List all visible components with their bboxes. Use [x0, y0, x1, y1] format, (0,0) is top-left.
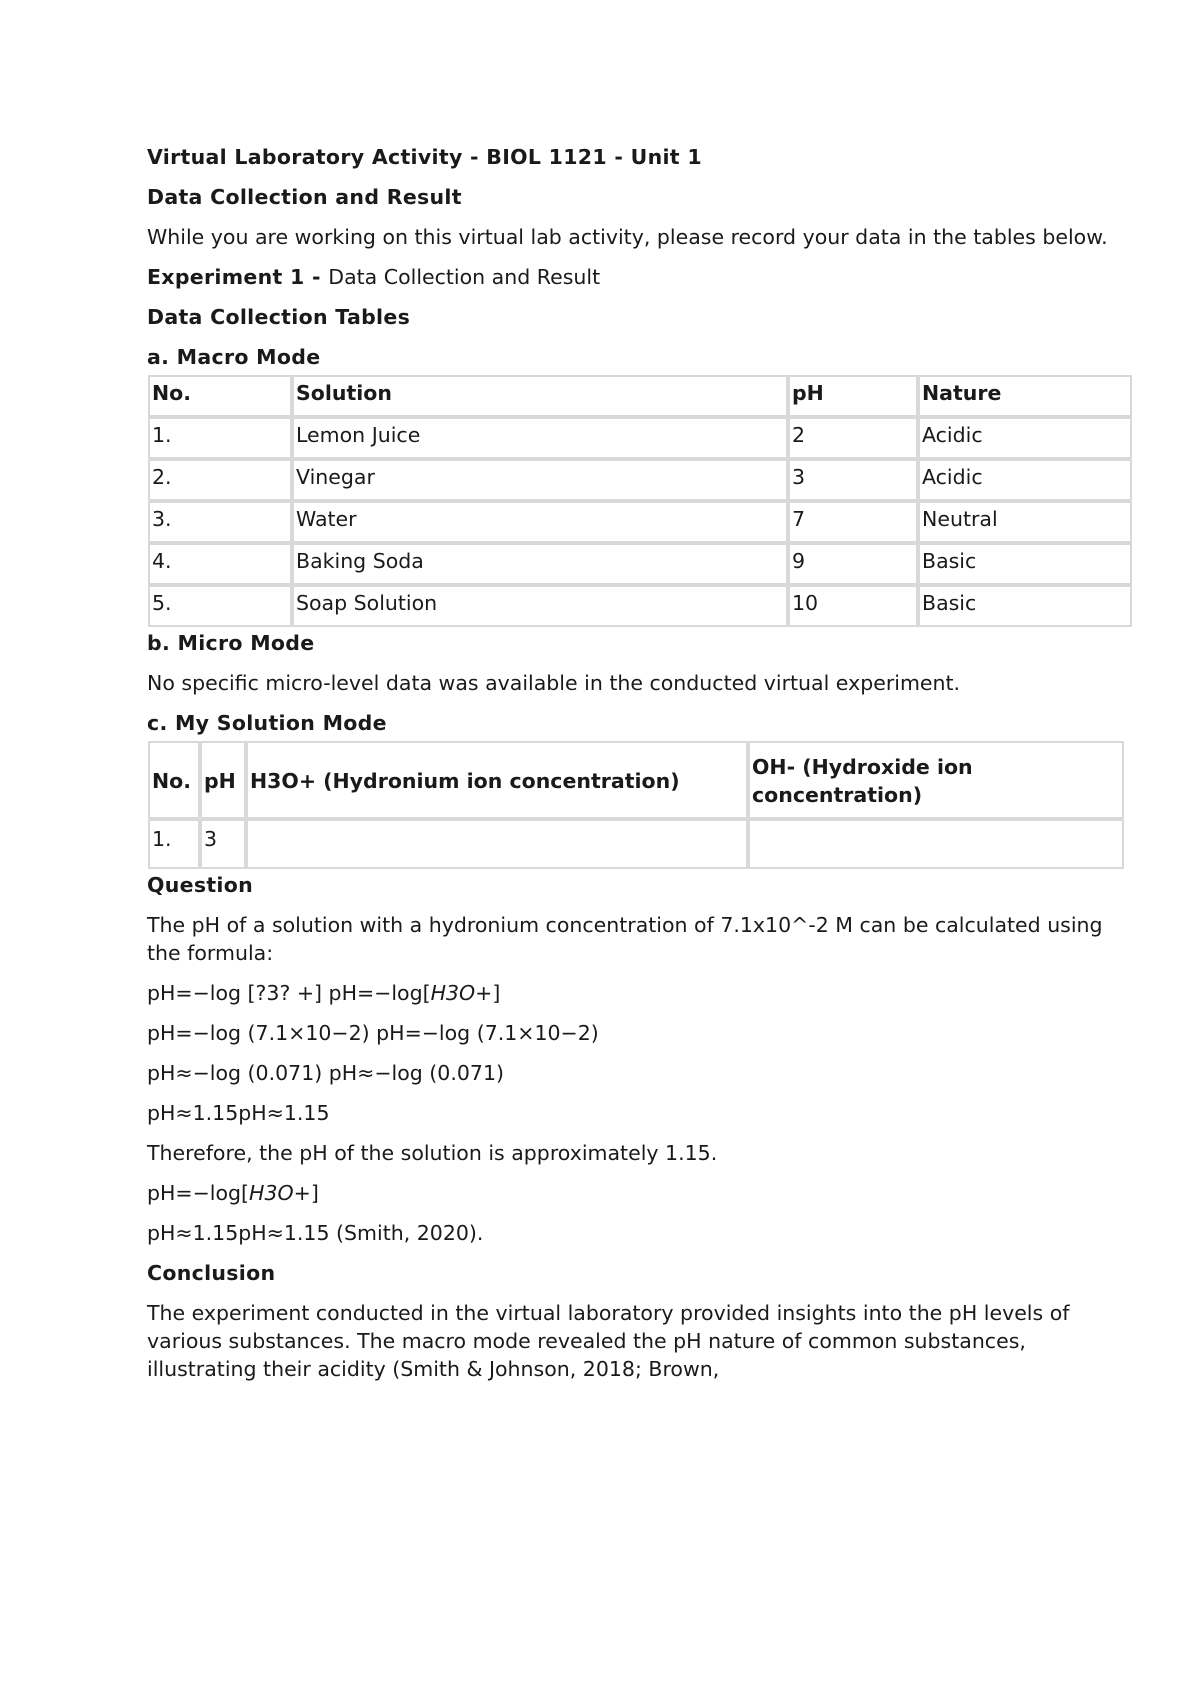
header-cell: No. [148, 375, 292, 417]
table-header-row [148, 375, 1132, 417]
solution-mode-heading: c. My Solution Mode [147, 711, 387, 735]
table-row [148, 501, 1132, 543]
table-cell [748, 819, 1124, 869]
table-row [148, 417, 1132, 459]
table-cell: 5. [148, 585, 292, 627]
table-cell: Baking Soda [292, 543, 788, 585]
solution-mode-table [148, 741, 1124, 869]
table-cell [246, 819, 748, 869]
conclusion-heading: Conclusion [147, 1261, 276, 1285]
formula-italic: H3O+ [430, 981, 493, 1005]
macro-mode-heading: a. Macro Mode [147, 345, 321, 369]
table-cell: Basic [918, 585, 1132, 627]
experiment-text: Data Collection and Result [328, 265, 601, 289]
table-cell: 2. [148, 459, 292, 501]
formula-text: pH=−log [?3? +] pH=−log[ [147, 981, 431, 1005]
table-cell: 2 [788, 417, 918, 459]
header-cell: Solution [292, 375, 788, 417]
intro-paragraph: While you are working on this virtual lab activity, please record your data in the tables below. [147, 225, 1108, 249]
tables-heading: Data Collection Tables [147, 305, 411, 329]
table-cell: 4. [148, 543, 292, 585]
formula-text: pH=−log[ [147, 1181, 250, 1205]
conclusion-text: The experiment conducted in the virtual laboratory provided insights into the pH levels of various substances. The macro mode revealed the pH nature of common substances, illustrating their acidity (Smith & Johnson, 2018; Brown, [147, 1301, 1076, 1381]
micro-mode-heading: b. Micro Mode [147, 631, 315, 655]
header-cell: H3O+ (Hydronium ion concentration) [246, 741, 748, 819]
table-header-row [148, 741, 1124, 819]
table-cell: Lemon Juice [292, 417, 788, 459]
table-row [148, 819, 1124, 869]
document-subtitle: Data Collection and Result [147, 185, 462, 209]
document-page [147, 143, 1127, 1399]
header-cell: No. [148, 741, 200, 819]
table-cell: 3 [788, 459, 918, 501]
question-text: The pH of a solution with a hydronium concentration of 7.1x10^-2 M can be calculated using the formula: [147, 913, 1110, 965]
table-cell: Water [292, 501, 788, 543]
formula-line-3: pH≈−log (0.071) pH≈−log (0.071) [147, 1061, 504, 1085]
formula-line-1 [147, 979, 1127, 1007]
question-heading: Question [147, 873, 254, 897]
table-cell: 1. [148, 819, 200, 869]
table-cell: 1. [148, 417, 292, 459]
table-cell: 9 [788, 543, 918, 585]
table-cell: 10 [788, 585, 918, 627]
table-cell: Acidic [918, 417, 1132, 459]
formula-line-2: pH=−log (7.1×10−2) pH=−log (7.1×10−2) [147, 1021, 599, 1045]
formula-text: ] [310, 1181, 319, 1205]
formula-line-5 [147, 1179, 1127, 1207]
formula-italic: H3O+ [249, 1181, 311, 1205]
formula-text: ] [492, 981, 501, 1005]
table-cell: Neutral [918, 501, 1132, 543]
micro-mode-text: No specific micro-level data was available in the conducted virtual experiment. [147, 671, 961, 695]
table-cell: 3 [200, 819, 246, 869]
formula-line-6: pH≈1.15pH≈1.15 (Smith, 2020). [147, 1221, 484, 1245]
experiment-line [147, 263, 1127, 291]
formula-line-4: pH≈1.15pH≈1.15 [147, 1101, 330, 1125]
therefore-text: Therefore, the pH of the solution is approximately 1.15. [147, 1141, 718, 1165]
document-title: Virtual Laboratory Activity - BIOL 1121 - Unit 1 [147, 145, 702, 169]
macro-mode-table [148, 375, 1132, 627]
header-cell: Nature [918, 375, 1132, 417]
table-row [148, 543, 1132, 585]
table-cell: Basic [918, 543, 1132, 585]
header-cell: pH [200, 741, 246, 819]
experiment-label: Experiment 1 - [147, 265, 329, 289]
table-row [148, 459, 1132, 501]
table-cell: 3. [148, 501, 292, 543]
table-cell: Soap Solution [292, 585, 788, 627]
header-cell: OH- (Hydroxide ion concentration) [748, 741, 1124, 819]
header-cell: pH [788, 375, 918, 417]
table-cell: Vinegar [292, 459, 788, 501]
table-cell: Acidic [918, 459, 1132, 501]
table-row [148, 585, 1132, 627]
table-cell: 7 [788, 501, 918, 543]
